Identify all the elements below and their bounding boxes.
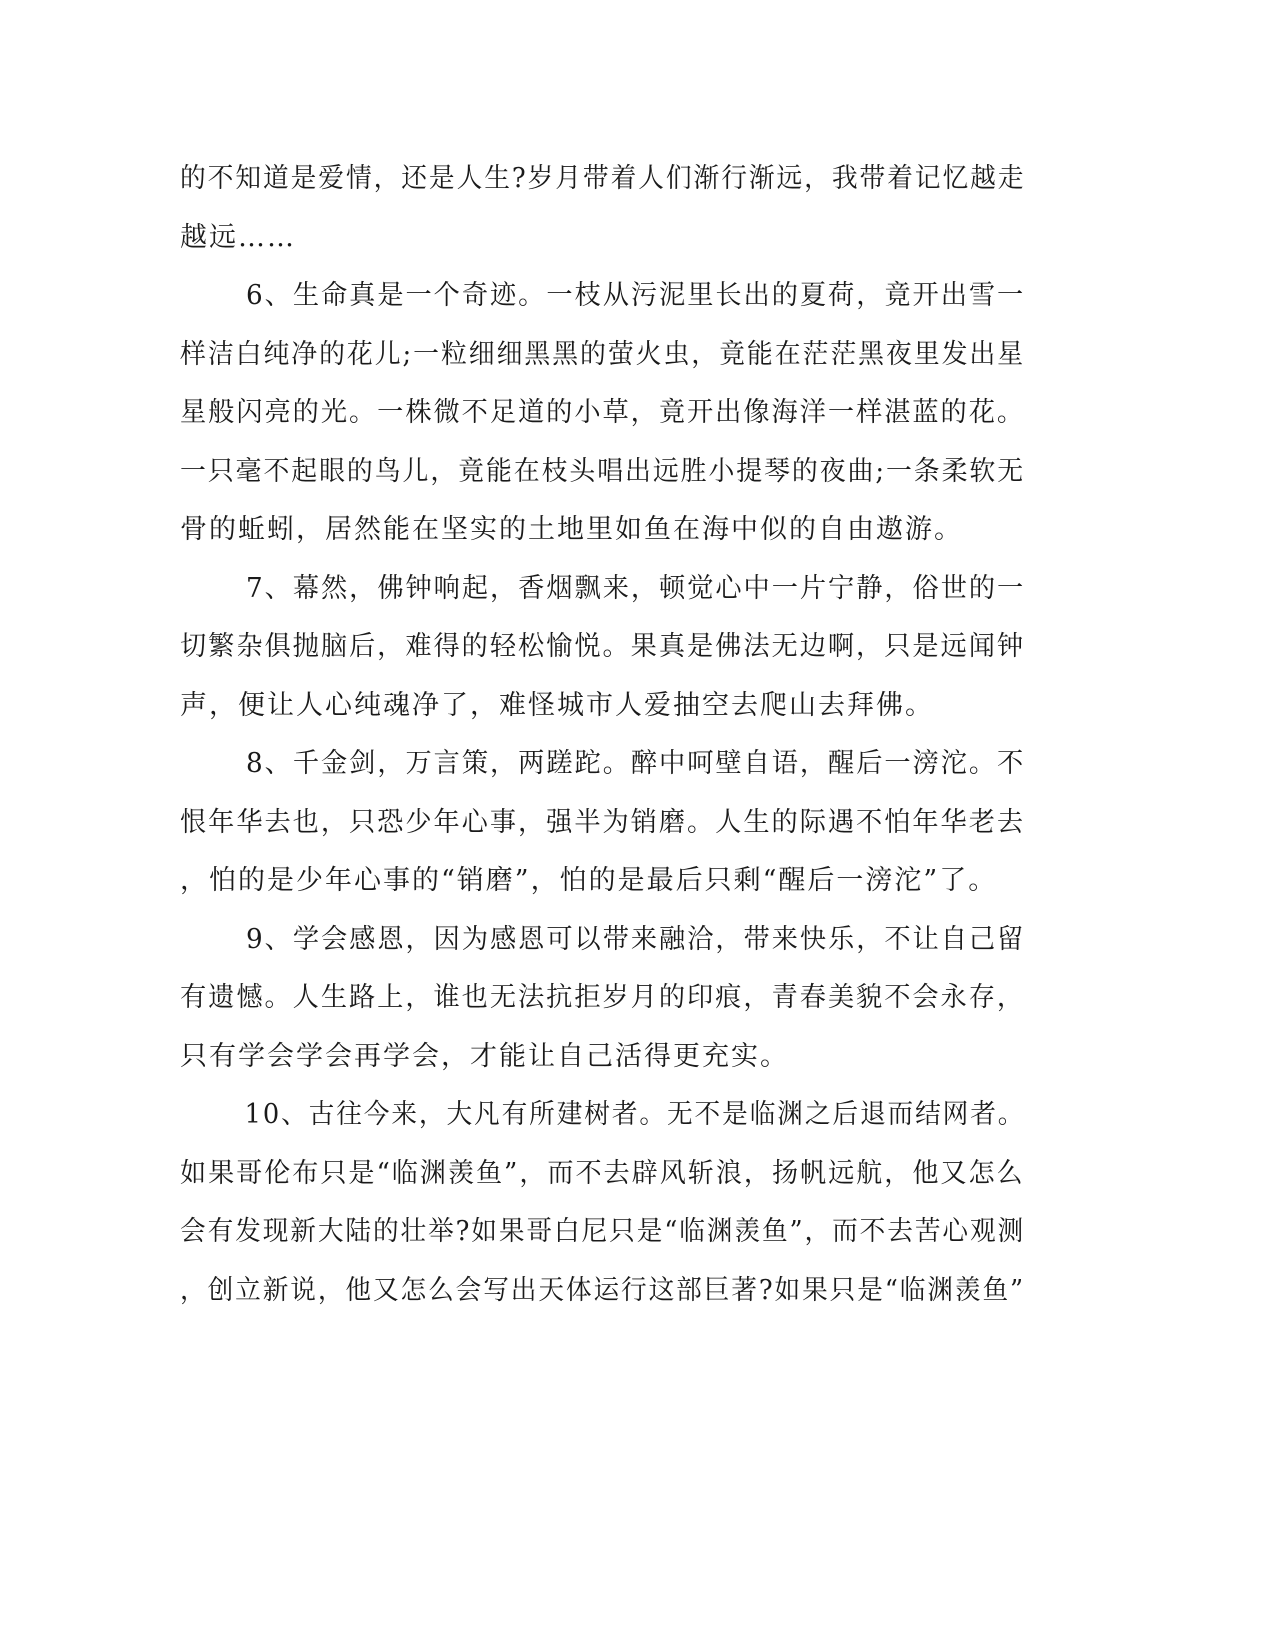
text-line: 如果哥伦布只是“临渊羡鱼”，而不去辟风斩浪，扬帆远航，他又怎么 [180, 1157, 1025, 1189]
text-line: 切繁杂俱抛脑后，难得的轻松愉悦。果真是佛法无边啊，只是远闻钟 [180, 631, 1026, 662]
text-line: ，创立新说，他又怎么会写出天体运行这部巨著?如果只是“临渊羡鱼” [180, 1274, 1026, 1306]
text-line: 有遗憾。人生路上，谁也无法抗拒岁月的印痕，青春美貌不会永存， [180, 982, 1026, 1013]
text-line: 星般闪亮的光。一株微不足道的小草，竟开出像海洋一样湛蓝的花。 [180, 397, 1026, 428]
text-line: 一只毫不起眼的鸟儿，竟能在枝头唱出远胜小提琴的夜曲;一条柔软无 [180, 455, 1026, 487]
text-line: 会有发现新大陆的壮举?如果哥白尼只是“临渊羡鱼”，而不去苦心观测 [180, 1216, 1026, 1247]
text-line: 6、生命真是一个奇迹。一枝从污泥里长出的夏荷，竟开出雪一 [246, 280, 1026, 311]
text-line: 的不知道是爱情，还是人生?岁月带着人们渐行渐远，我带着记忆越走 [180, 163, 1026, 194]
text-line: 声，便让人心纯魂净了，难怪城市人爱抽空去爬山去拜佛。 [180, 689, 934, 721]
text-line: 越远…… [180, 221, 296, 253]
document-body [180, 150, 1025, 1320]
text-line: 10、古往今来，大凡有所建树者。无不是临渊之后退而结网者。 [244, 1099, 1026, 1130]
text-line: 9、学会感恩，因为感恩可以带来融洽，带来快乐，不让自己留 [246, 923, 1026, 955]
text-line: ，怕的是少年心事的“销磨”，怕的是最后只剩“醒后一滂沱”了。 [180, 865, 998, 896]
text-line: 样洁白纯净的花儿;一粒细细黑黑的萤火虫，竟能在茫茫黑夜里发出星 [180, 338, 1026, 370]
text-line: 8、千金剑，万言策，两蹉跎。醉中呵壁自语，醒后一滂沱。不 [246, 748, 1026, 779]
text-line: 骨的蚯蚓，居然能在坚实的土地里如鱼在海中似的自由遨游。 [180, 514, 963, 545]
text-line: 恨年华去也，只恐少年心事，强半为销磨。人生的际遇不怕年华老去 [180, 806, 1026, 838]
text-line: 7、幕然，佛钟响起，香烟飘来，顿觉心中一片宁静，俗世的一 [246, 572, 1026, 604]
text-line: 只有学会学会再学会，才能让自己活得更充实。 [180, 1040, 789, 1072]
